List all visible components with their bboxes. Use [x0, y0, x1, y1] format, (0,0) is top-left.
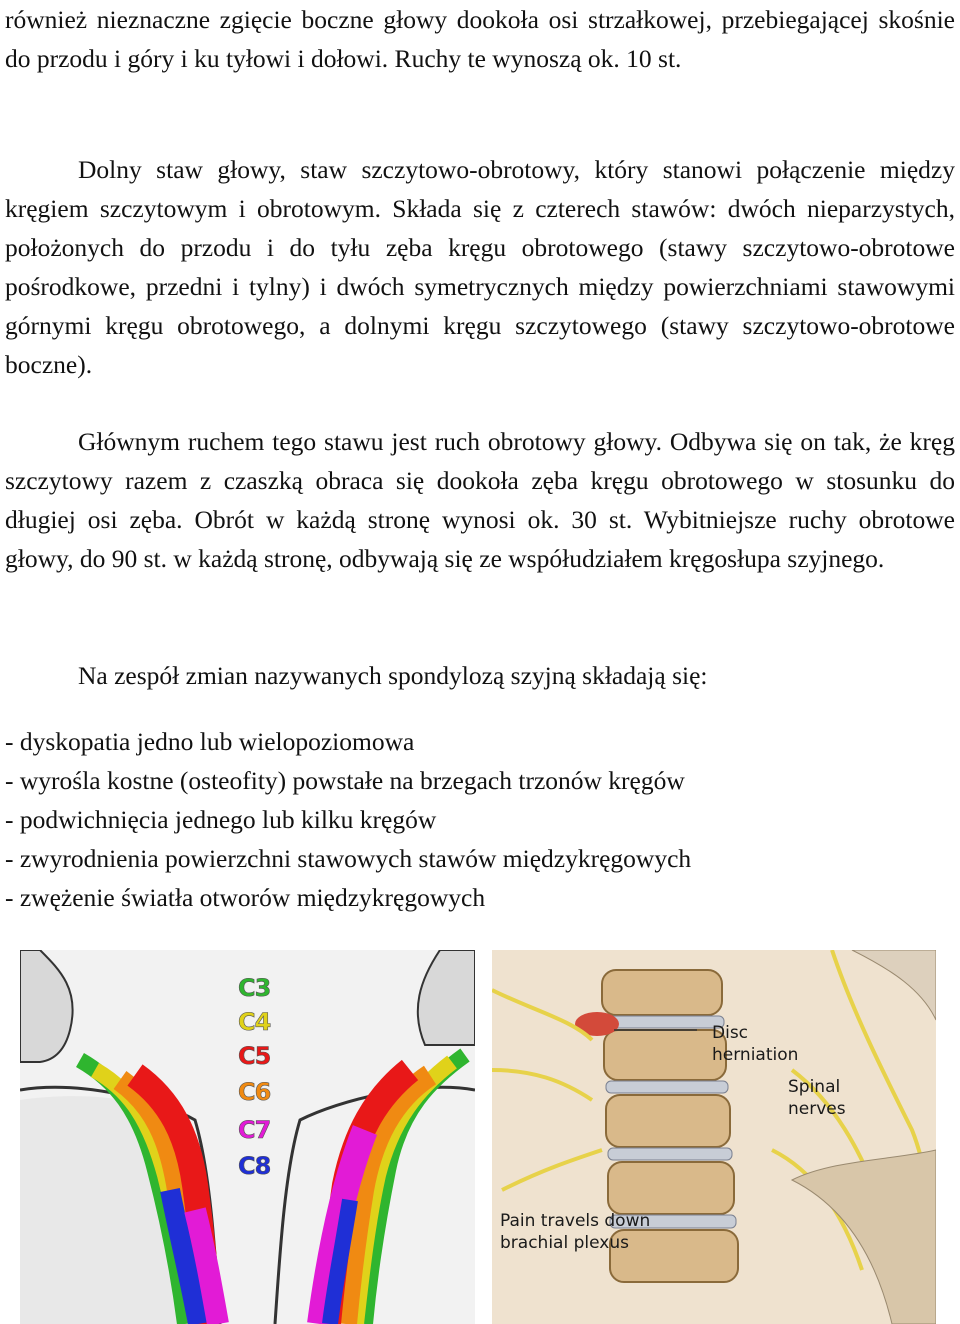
- spine-illustration: [492, 950, 936, 1324]
- label-c8: C8: [238, 1152, 271, 1180]
- disc-herniation-figure: [492, 950, 936, 1324]
- label-c3: C3: [238, 974, 271, 1002]
- list-item: - dyskopatia jedno lub wielopoziomowa: [5, 727, 415, 756]
- label-c6: C6: [238, 1078, 271, 1106]
- label-spinal-nerves: [788, 1076, 846, 1120]
- label-c4: C4: [238, 1008, 271, 1036]
- label-nerves-line-1: Spinal: [788, 1077, 841, 1097]
- label-nerves-line-2: nerves: [788, 1099, 846, 1119]
- paragraph-2: [5, 150, 955, 384]
- paragraph-1: również nieznaczne zgięcie boczne głowy dookoła osi strzałkowej, przebiegającej skośnie do przodu i góry i ku tyłowi i dołowi. Ruchy te wynoszą ok. 10 st.: [5, 5, 955, 73]
- spondylosis-list: [5, 722, 955, 917]
- list-item: - wyrośla kostne (osteofity) powstałe na brzegach trzonów kręgów: [5, 766, 685, 795]
- paragraph-4-text: Na zespół zmian nazywanych spondylozą szyjną składają się:: [78, 661, 708, 690]
- label-pain-travels: [500, 1210, 650, 1254]
- list-item: - zwyrodnienia powierzchni stawowych stawów międzykręgowych: [5, 844, 692, 873]
- label-c7: C7: [238, 1116, 271, 1144]
- list-item: - podwichnięcia jednego lub kilku kręgów: [5, 805, 437, 834]
- label-disc-herniation: [712, 1022, 798, 1066]
- label-c5: C5: [238, 1042, 271, 1070]
- list-item: - zwężenie światła otworów międzykręgowych: [5, 883, 486, 912]
- paragraph-3-text: Głównym ruchem tego stawu jest ruch obrotowy głowy. Odbywa się on tak, że kręg szczytowy razem z czaszką obraca się dookoła zęba kręgu obrotowego w stosunku do długiej osi zęba. Obrót w każdą stronę wynosi ok. 30 st. Wybitniejsze ruchy obrotowe głowy, do 90 st. w każdą stronę, odbywają się ze współudziałem kręgosłupa szyjnego.: [5, 427, 955, 573]
- paragraph-2-text: Dolny staw głowy, staw szczytowo-obrotowy, który stanowi połączenie między kręgiem szczytowym i obrotowym. Składa się z czterech stawów: dwóch nieparzystych, położonych do przodu i do tyłu zęba kręgu obrotowego (stawy szczytowo-obrotowe pośrodkowe, przedni i tylny) i dwóch symetrycznych między powierzchniami stawowymi górnymi kręgu obrotowego, a dolnymi kręgu szczytowego (stawy szczytowo-obrotowe boczne).: [5, 155, 955, 379]
- label-pain-line-2: brachial plexus: [500, 1233, 629, 1253]
- paragraph-3: [5, 422, 955, 578]
- label-pain-line-1: Pain travels down: [500, 1211, 651, 1231]
- dermatome-figure: [20, 950, 475, 1324]
- paragraph-4: [5, 656, 955, 695]
- label-disc-line-1: Disc: [712, 1023, 749, 1043]
- label-disc-line-2: herniation: [712, 1045, 799, 1065]
